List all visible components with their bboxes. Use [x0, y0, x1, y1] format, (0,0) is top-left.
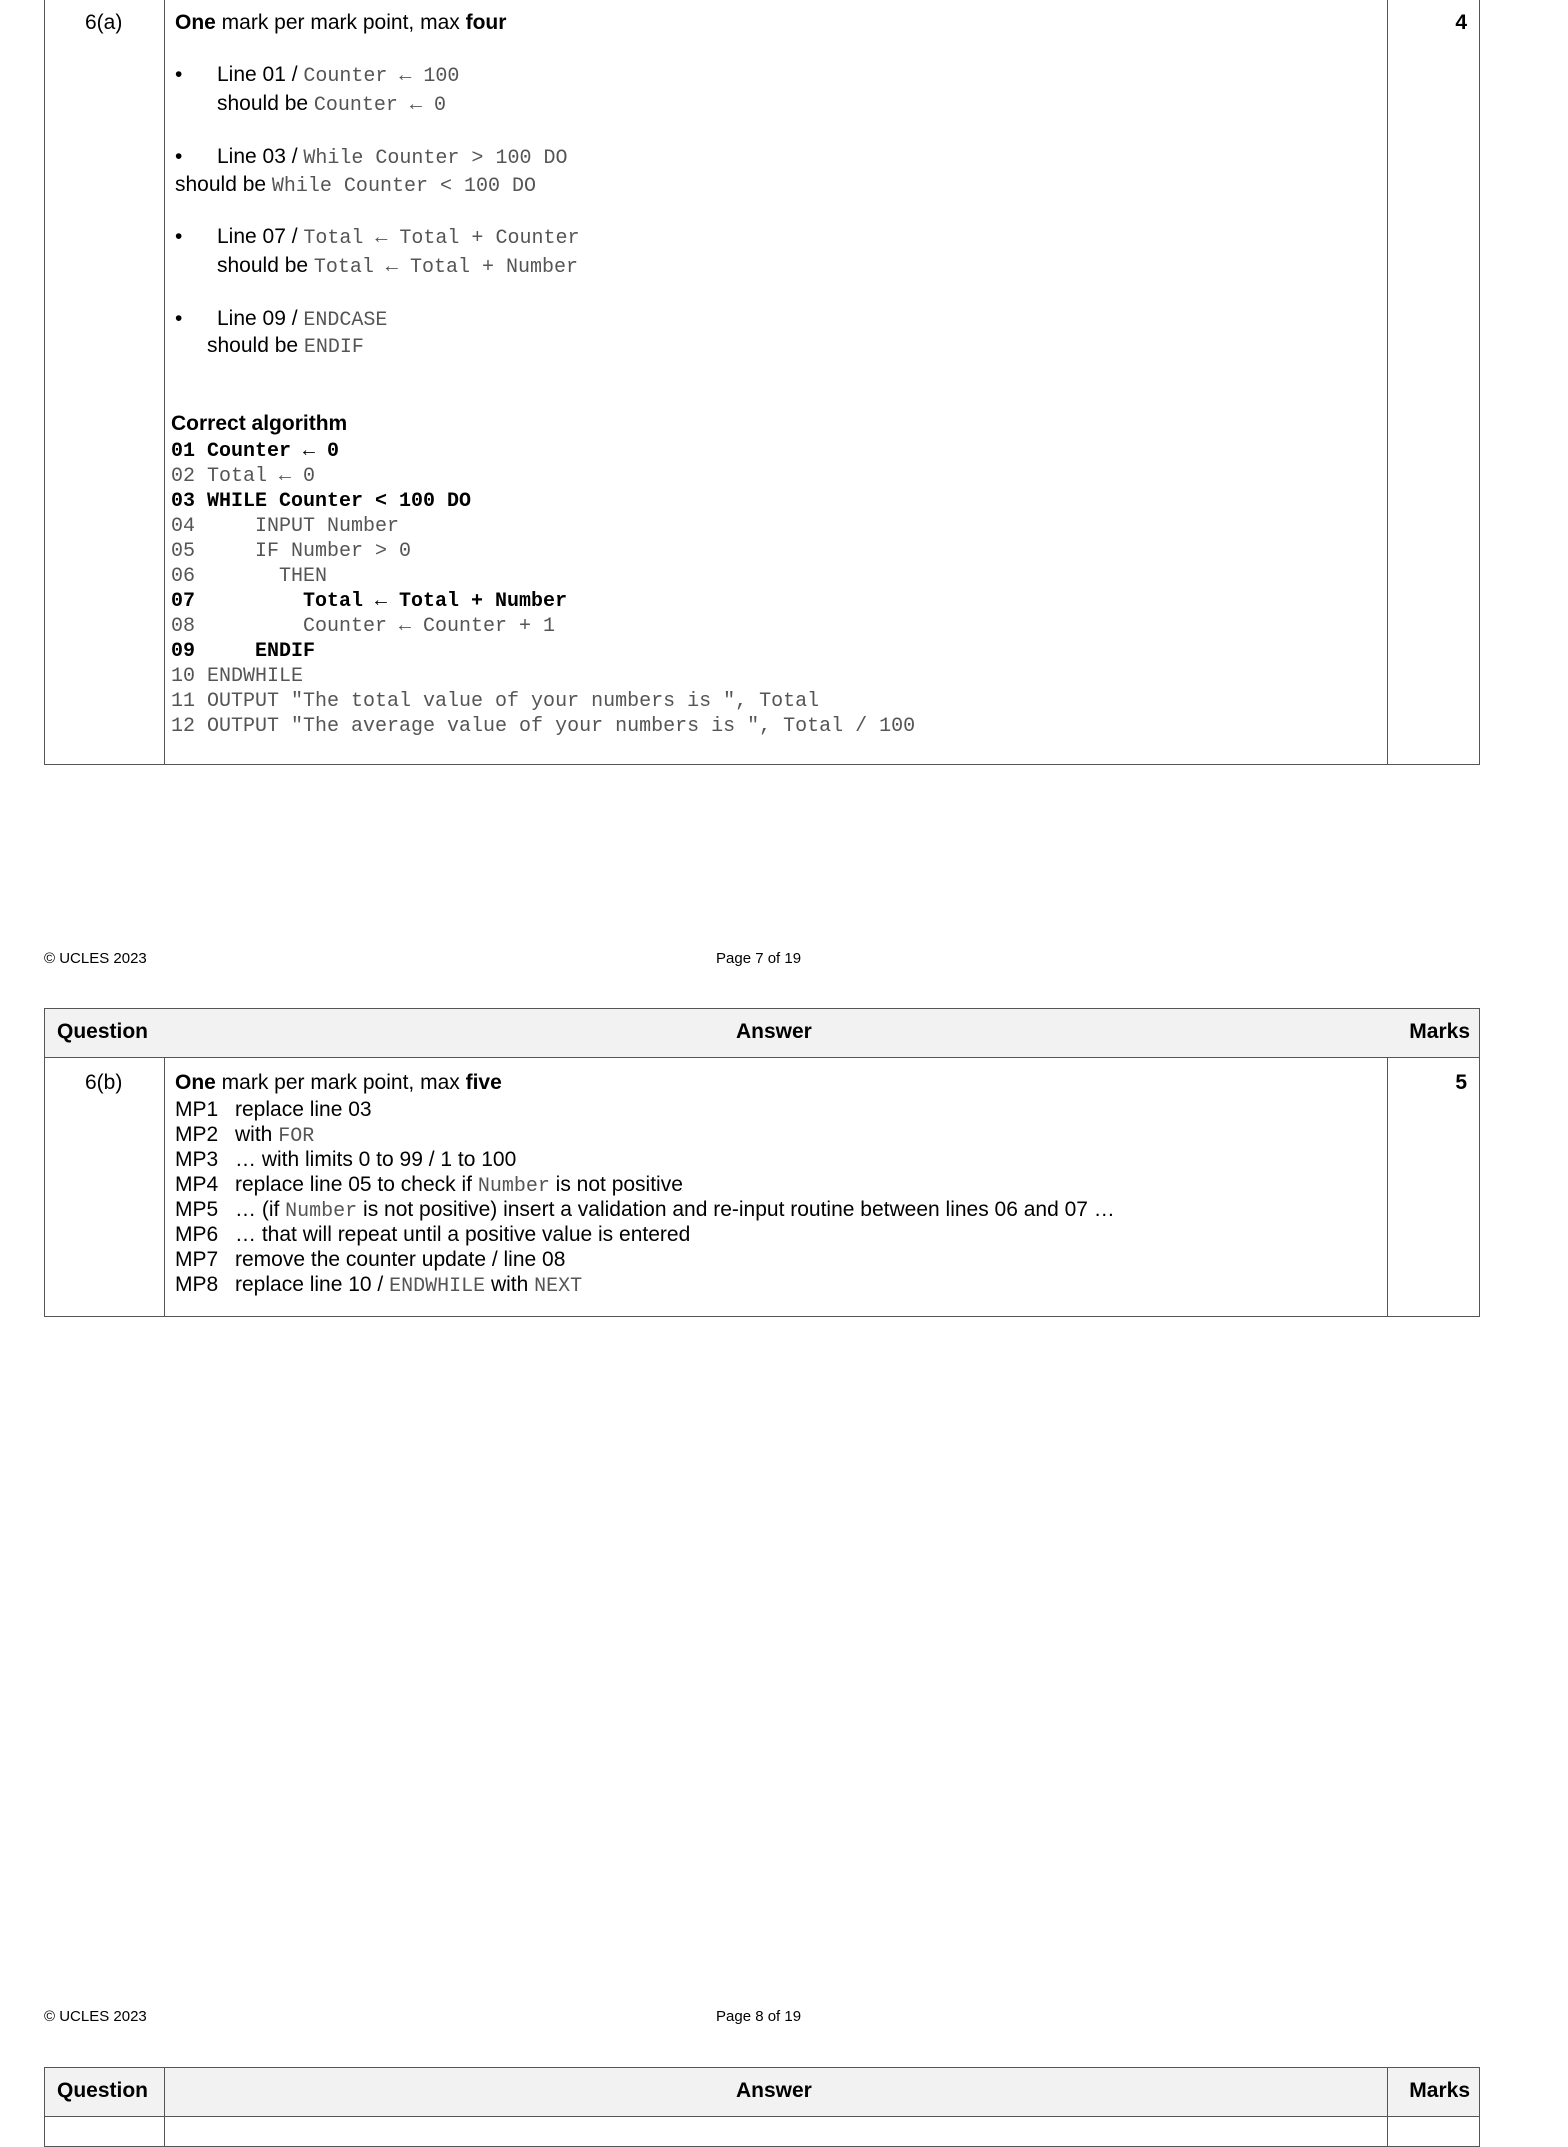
mark-point-text: … with limits 0 to 99 / 1 to 100 — [235, 1148, 517, 1171]
bullet: • — [175, 63, 183, 86]
mark-point-row — [175, 1172, 1115, 1197]
mark-point-text: … (if — [235, 1198, 286, 1221]
code-term: Number — [285, 1200, 358, 1223]
code-term: Number — [477, 1175, 550, 1198]
mark-point-row — [175, 1272, 1115, 1297]
mark-point-correction: should be While Counter < 100 DO — [175, 173, 536, 198]
mark-point-label: MP1 — [175, 1098, 219, 1121]
question-column — [45, 0, 165, 764]
mark-point-label: MP8 — [175, 1273, 219, 1296]
mark-point-text: is not positive — [549, 1173, 683, 1196]
mark-point-text: is not positive) insert a validation and re-input routine between lines 06 and 07 … — [357, 1198, 1115, 1221]
algorithm-line: 09 ENDIF — [171, 640, 316, 663]
mark-point-line: Line 07 / Total ← Total + Counter — [217, 225, 580, 250]
mark-point-row — [175, 1247, 1115, 1272]
mark-point-label: MP5 — [175, 1198, 219, 1221]
algorithm-line: 11 OUTPUT "The total value of your numbers is ", Total — [171, 690, 820, 713]
footer-page-number: Page 7 of 19 — [716, 950, 802, 967]
question-column — [45, 2068, 165, 2146]
mark-point-text: replace line 10 / — [235, 1273, 390, 1296]
mark-point-row — [175, 1222, 1115, 1247]
mark-point-row — [175, 1197, 1115, 1222]
marks-column — [1387, 0, 1479, 764]
algorithm-line: 10 ENDWHILE — [171, 665, 304, 688]
mark-point-label: MP3 — [175, 1148, 219, 1171]
mark-point-row — [175, 1122, 1115, 1147]
header-question: Question — [57, 1020, 149, 1043]
mark-point-row — [175, 1147, 1115, 1172]
header-question: Question — [57, 2079, 149, 2102]
mark-point-text: replace line 03 — [235, 1098, 372, 1121]
question-number: 6(a) — [85, 11, 123, 34]
mark-point-list — [175, 1097, 1115, 1297]
algorithm-line: 04 INPUT Number — [171, 515, 400, 538]
answer-table-6b — [44, 1008, 1480, 1317]
bullet: • — [175, 225, 183, 248]
footer-copyright: © UCLES 2023 — [44, 2008, 147, 2025]
algorithm-code — [171, 439, 915, 739]
footer-copyright: © UCLES 2023 — [44, 950, 147, 967]
mark-instruction: One mark per mark point, max four — [175, 11, 507, 34]
algorithm-line: 08 Counter ← Counter + 1 — [171, 615, 556, 638]
algorithm-line: 07 Total ← Total + Number — [171, 590, 568, 613]
header-answer: Answer — [736, 2079, 812, 2102]
mark-point-label: MP6 — [175, 1223, 219, 1246]
mark-point-correction: should be Total ← Total + Number — [217, 254, 578, 279]
mark-point-text: remove the counter update / line 08 — [235, 1248, 566, 1271]
answer-table-next — [44, 2067, 1480, 2147]
header-marks: Marks — [1409, 2079, 1470, 2102]
question-column — [45, 1057, 165, 1316]
header-answer: Answer — [736, 1020, 812, 1043]
mark-instruction: One mark per mark point, max five — [175, 1071, 502, 1094]
table-header — [45, 2068, 1479, 2117]
marks-column — [1387, 1057, 1479, 1316]
marks-column — [1387, 2068, 1479, 2146]
table-header — [45, 1009, 1479, 1058]
bullet: • — [175, 145, 183, 168]
question-number: 6(b) — [85, 1071, 123, 1094]
code-term: NEXT — [534, 1275, 583, 1298]
code-term: FOR — [278, 1125, 315, 1148]
mark-point-text: … that will repeat until a positive value is entered — [235, 1223, 691, 1246]
algorithm-line: 05 IF Number > 0 — [171, 540, 412, 563]
mark-point-label: MP4 — [175, 1173, 219, 1196]
algorithm-line: 06 THEN — [171, 565, 328, 588]
algorithm-line: 02 Total ← 0 — [171, 465, 316, 488]
mark-point-label: MP7 — [175, 1248, 219, 1271]
footer-page-number: Page 8 of 19 — [716, 2008, 802, 2025]
mark-point-line: Line 01 / Counter ← 100 — [217, 63, 460, 88]
header-marks: Marks — [1409, 1020, 1470, 1043]
mark-point-text: replace line 05 to check if — [235, 1173, 478, 1196]
algorithm-line: 01 Counter ← 0 — [171, 440, 340, 463]
mark-point-correction: should be ENDIF — [207, 334, 364, 359]
mark-point-label: MP2 — [175, 1123, 219, 1146]
mark-point-row — [175, 1097, 1115, 1122]
algorithm-title: Correct algorithm — [171, 412, 348, 435]
algorithm-line: 03 WHILE Counter < 100 DO — [171, 490, 472, 513]
bullet: • — [175, 307, 183, 330]
code-term: ENDWHILE — [389, 1275, 486, 1298]
mark-point-correction: should be Counter ← 0 — [217, 92, 446, 117]
answer-table-6a — [44, 0, 1480, 765]
algorithm-line: 12 OUTPUT "The average value of your numbers is ", Total / 100 — [171, 715, 916, 738]
mark-point-text: with — [485, 1273, 535, 1296]
marks-value: 5 — [1455, 1071, 1467, 1094]
marks-value: 4 — [1455, 11, 1467, 34]
mark-point-line: Line 03 / While Counter > 100 DO — [217, 145, 568, 170]
mark-point-text: with — [235, 1123, 279, 1146]
mark-point-line: Line 09 / ENDCASE — [217, 307, 388, 332]
